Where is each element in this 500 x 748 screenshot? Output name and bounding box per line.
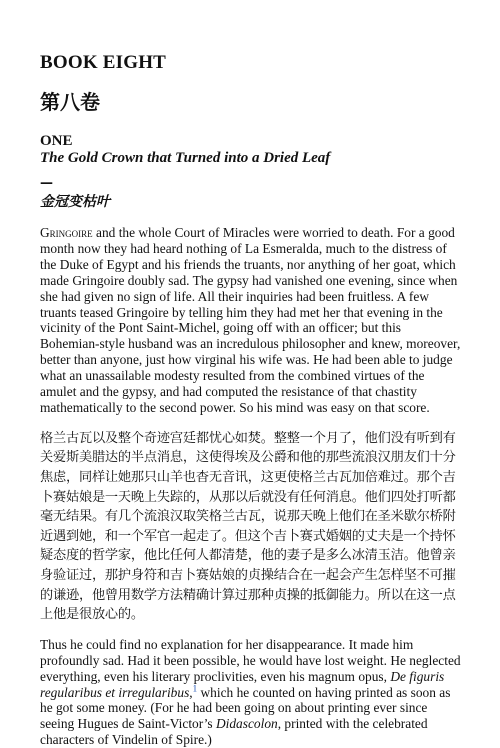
paragraph-text-b: , <box>189 684 193 700</box>
paragraph-english-2 <box>40 637 462 748</box>
chapter-dash: — <box>40 176 53 191</box>
paragraph-text-a: Thus he could find no explanation for her disappearance. It made him profoundly sad. Had it been possible, he would have lost weight. He neglected everything, even his literary proclivities, even his magnum opus, <box>40 636 461 684</box>
paragraph-text-c: which he counted on having printed as soon as he got some money. (For he had been going on about printing ever since seeing Hugues de Saint-Victor’s <box>40 684 451 732</box>
work-title-2: Didascolon <box>215 716 278 732</box>
paragraph-text: and the whole Court of Miracles were worried to death. For a good month now they had heard nothing of La Esmeralda, much to the distress of the Duke of Egypt and his friends the truants, nor anything of her goat, which made Gringoire doubly sad. The gypsy had vanished one evening, since when she had given no sign of life. All their inquiries had been fruitless. A few truants teased Gringoire by telling him they had met her that evening in the vicinity of the Pont Saint-Michel, going off with an officer; but this Bohemian-style husband was an incredulous philosopher and knew, moreover, better than anyone, just how virginal his wife was. He had been able to judge what an unassailable modesty resulted from the combined virtues of the amulet and the gypsy, and had computed the resistance of that chastity mathematically to the second power. So his mind was easy on that score. <box>40 225 461 415</box>
chapter-title-chinese: 金冠变枯叶 <box>40 194 110 210</box>
paragraph-english-1 <box>40 225 462 416</box>
paragraph-text-d: , printed with the celebrated characters of Vindelin of Spire.) <box>40 716 428 748</box>
footnote-link[interactable]: 1 <box>192 683 198 694</box>
work-title: De figuris regularibus et irregularibus <box>40 668 445 700</box>
chapter-number: ONE <box>40 133 73 149</box>
book-title: BOOK EIGHT <box>40 52 167 73</box>
paragraph-chinese-1: 格兰古瓦以及整个奇迹宫廷都忧心如焚。整整一个月了，他们没有听到有关爱斯美腊达的半点消息，这使得埃及公爵和他的那些流浪汉朋友们十分焦虑，同样让她那只山羊也杳无音讯，这更使格兰古瓦加倍难过。那个吉卜赛姑娘是一天晚上失踪的，从那以后就没有任何消息。他们四处打听都毫无结果。有几个流浪汉取笑格兰古瓦，说那天晚上他们在圣米歇尔桥附近遇到她，和一个军官一起走了。但这个吉卜赛式婚姻的丈夫是一个持怀疑态度的哲学家，他比任何人都清楚，他的妻子是多么冰清玉洁。他曾亲身验证过，那护身符和吉卜赛姑娘的贞操结合在一起会产生怎样坚不可摧的谦逊，他曾用数学方法精确计算过那种贞操的抵御能力。所以在这一点上他是很放心的。 <box>40 430 456 623</box>
paragraph-lead-word: Gringoire <box>40 225 93 240</box>
book-title-chinese: 第八卷 <box>40 90 100 114</box>
chapter-title: The Gold Crown that Turned into a Dried Leaf <box>40 150 331 166</box>
